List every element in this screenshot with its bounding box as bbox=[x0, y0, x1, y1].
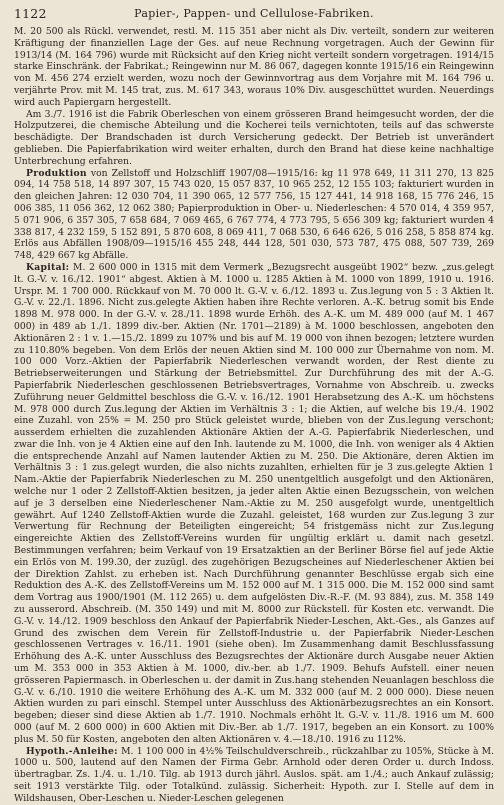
section-lead-mortgage-loan: Hypoth.-Anleihe: bbox=[26, 745, 118, 757]
section-lead-production: Produktion bbox=[26, 167, 87, 179]
page-number: 1122 bbox=[14, 6, 47, 21]
body-text bbox=[14, 26, 494, 805]
paragraph-profit-carryover bbox=[14, 26, 494, 109]
paragraph-production bbox=[14, 168, 494, 262]
paragraph-text: von Zellstoff und Holzschliff 1907/08—1915/16: kg 11 978 649, 11 311 270, 13 825 094, 14 758 518, 14 897 307, 15 743 020, 15 057 837, 10 965 252, 12 155 103; fakturiert wurden in den gleichen Jahren: 12 030 704, 11 390 065, 12 577 756, 15 127 441, 14 918 168, 15 776 246, 15 006 385, 11 056 362, 12 062 380; Papierproduktion in Ober- u. Niederleschen: 4 570 014, 4 359 957, 5 071 906, 6 357 305, 7 658 684, 7 069 465, 6 767 774, 4 773 795, 5 656 309 kg; fakturiert wurden 4 338 817, 4 232 159, 5 152 891, 5 870 608, 8 069 411, 7 068 530, 6 646 626, 5 016 258, 5 858 874 kg. Erlös aus Abfällen 1908/09—1915/16 455 248, 444 128, 501 030, 573 787, 475 088, 507 739, 269 748, 429 667 kg Abfälle. bbox=[14, 167, 494, 262]
paragraph-text: M. 2 600 000 in 1315 mit dem Vermerk „Bezugsrecht ausgeübt 1902“ bezw. „zus.gelegt lt. G.-V. v. 16./12. 1901“ abgest. Aktien à M. 1000 u. 1285 Aktien à M. 1000 von 1899, 1910 u. 1916. Urspr. M. 1 700 000. Rückkauf von M. 70 000 lt. G.-V. v. 6./12. 1893 u. Zus.legung von 5 : 3 Aktien lt. G.-V. v. 22./1. 1896. Nicht zus.gelegte Aktien haben ihre Rechte verloren. A.-K. betrug somit bis Ende 1898 M. 978 000. In der G.-V. v. 28./11. 1898 wurde Erhöh. des A.-K. um M. 489 000 (auf M. 1 467 000) in 489 ab 1./1. 1899 div.-ber. Aktien (Nr. 1701—2189) à M. 1000 beschlossen, angeboten den Aktionären 2 : 1 v. 1.—15./2. 1899 zu 107% und bis auf M. 19 000 von ihnen bezogen; letztere wurden zu 110.80% begeben. Von dem Erlös der neuen Aktien sind M. 100 000 zur Übernahme von nom. M. 100 000 Vorz.-Aktien der Papierfabrik Niederleschen verwandt worden, der Rest diente zu Betriebserweiterungen und Stärkung der Betriebsmittel. Zur Durchführung des mit der A.-G. Papierfabrik Niederleschen geschlossenen Betriebsvertrages, Vornahme von Abschreib. u. zwecks Zuführung neuer Geldmittel beschloss die G.-V. v. 16./12. 1901 Herabsetzung des A.-K. um höchstens M. 978 000 durch Zus.legung der Aktien im Verhältnis 3 : 1; die Aktien, auf welche bis 19./4. 1902 eine Zuzahl. von 25% = M. 250 pro Stück geleistet wurde, blieben von der Zus.legung verschont; ausserdem erhielten die zuzahlenden Aktionäre Aktien der A.-G. Papierfabrik Niederleschen, und zwar die Inh. von je 4 Aktien eine auf den Inh. lautende zu M. 1000, die Inh. von weniger als 4 Aktien die entsprechende Anzahl auf Namen lautender Aktien zu M. 250. Die Aktionäre, deren Aktien im Verhältnis 3 : 1 zus.gelegt wurden, die also nichts zuzahlten, erhielten für je 3 zus.gelegte Aktien 1 Nam.-Aktie der Papierfabrik Niederleschen zu M. 250 unentgeltlich ausgefolgt und den Aktionären, welche nur 1 oder 2 Zellstoff-Aktien besitzen, ja jeder alten Aktie einen Bezugsschein, von welchen auf je 3 derselben eine Niederleschener Nam.-Aktie zu M. 250 ausgefolgt wurde, unentgeltlich gewährt. Auf 1240 Zellstoff-Aktien wurde die Zuzahl. geleistet, 168 wurden zur Zus.legung 3 zur Verwertung für Rechnung der Beteiligten eingereicht; 54 fristgemäss nicht zur Zus.legung eingereichte Aktien des Zellstoff-Vereins wurden für ungültig erklärt u. damit nach gesetzl. Bestimmungen verfahren; beim Verkauf von 19 Ersatzaktien an der Berliner Börse fiel auf jede Aktie ein Erlös von M. 199.30, der zuzügl. des zugehörigen Bezugscheines auf Niederleschener Aktien bei der Direktion Zahlst. zu erheben ist. Nach Durchführung genannter Beschlüsse ergab sich eine Reduktion des A.-K. des Zellstoff-Vereins um M. 152 000 auf M. 1 315 000. Die M. 152 000 sind samt dem Vortrag aus 1900/1901 (M. 112 265) u. dem aufgelösten Div.-R.-F. (M. 93 884), zus. M. 358 149 zu ausserord. Abschreib. (M. 350 149) und mit M. 8000 zur Rückstell. für Kosten etc. verwandt. Die G.-V. v. 14./12. 1909 beschloss den Ankauf der Papierfabrik Nieder-Leschen, Akt.-Ges., als Ganzes auf Grund des zwischen dem Verein für Zellstoff-Industrie u. der Papierfabrik Nieder-Leschen geschlossenen Vertrages v. 16./11. 1901 (siehe oben). Im Zusammenhang damit Beschlussfassung Erhöhung des A.-K. unter Ausschluss des Bezugsrechtes der Aktionäre durch Ausgabe neuer Aktien um M. 353 000 in 353 Aktien à M. 1000, div.-ber. ab 1./7. 1909. Behufs Aufstell. einer neuen grösseren Papiermasch. in Oberleschen u. der damit in Zus.hang stehenden Neuanlagen beschloss die G.-V. v. 6./10. 1910 die weitere Erhöhung des A.-K. um M. 332 000 (auf M. 2 000 000). Diese neuen Aktien wurden zu pari einschl. Stempel unter Ausschluss des Aktionärbezugsrechtes an ein Konsort. begeben; dieser sind diese Aktien ab 1./7. 1910. Nochmals erhöht lt. G.-V. v. 11./8. 1916 um M. 600 000 (auf M. 2 600 000) in 600 Aktien mit Div.-Ber. ab 1./7. 1917, begeben an ein Konsort. zu 100% plus M. 50 für Kosten, angeboten den alten Aktionären v. 4.—18./10. 1916 zu 112%. bbox=[14, 261, 494, 745]
paragraph-text: M. 20 500 als Rückl. verwendet, restl. M. 115 351 aber nicht als Div. verteilt, sondern zur weiteren Kräftigung der finanziellen Lage der Ges. auf neue Rechnung vorgetragen. Auch der Gewinn für 1913/14 (M. 164 796) wurde mit Rücksicht auf den Krieg nicht verteilt sondern vorgetragen. 1914/15 starke Einschränk. der Fabrikat.; Reingewinn nur M. 86 067, dagegen konnte 1915/16 ein Reingewinn von M. 456 274 erzielt werden, wozu noch der Gewinnvortrag aus dem Vorjahre mit M. 164 796 u. verjährte Prov. mit M. 145 trat, zus. M. 617 343, woraus 10% Div. ausgeschüttet wurden. Neuerdings wird auch Papiergarn hergestellt. bbox=[14, 26, 494, 108]
paragraph-capital bbox=[14, 262, 494, 746]
paragraph-fire-damage bbox=[14, 109, 494, 168]
section-lead-capital: Kapital: bbox=[26, 261, 70, 273]
running-title: Papier-, Pappen- und Cellulose-Fabriken. bbox=[134, 7, 374, 20]
paragraph-text: Am 3./7. 1916 ist die Fabrik Oberleschen von einem grösseren Brand heimgesucht worden, der die Holzputzerei, die chemische Abteilung und die Kocherei teils vernichtoten, teils auf das schwerste beschädigte. Der Brandschaden ist durch Versicherung gedeckt. Der Betrieb ist unverändert geblieben. Die Papierfabrikation wird weiter erhalten, durch den Brand hat diese keine nachhaltige Unterbrechung erfahren. bbox=[14, 108, 494, 167]
page-header bbox=[14, 6, 494, 22]
paragraph-text: M. 1 100 000 in 4½% Teilschuldverschreib., rückzahlbar zu 105%, Stücke à M. 1000 u. 500, lautend auf den Namen der Firma Gebr. Arnhold oder deren Order u. durch Indoss. übertragbar. Zs. 1./4. u. 1./10. Tilg. ab 1913 durch jährl. Auslos. spät. am 1./4.; auch Ankauf zulässig; seit 1913 verstärkte Tilg. oder Totalkünd. zulässig. Sicherheit: Hypoth. zur I. Stelle auf dem in Wildshausen, Ober-Leschen u. Nieder-Leschen gelegenen bbox=[14, 745, 494, 804]
paragraph-mortgage-loan bbox=[14, 746, 494, 805]
